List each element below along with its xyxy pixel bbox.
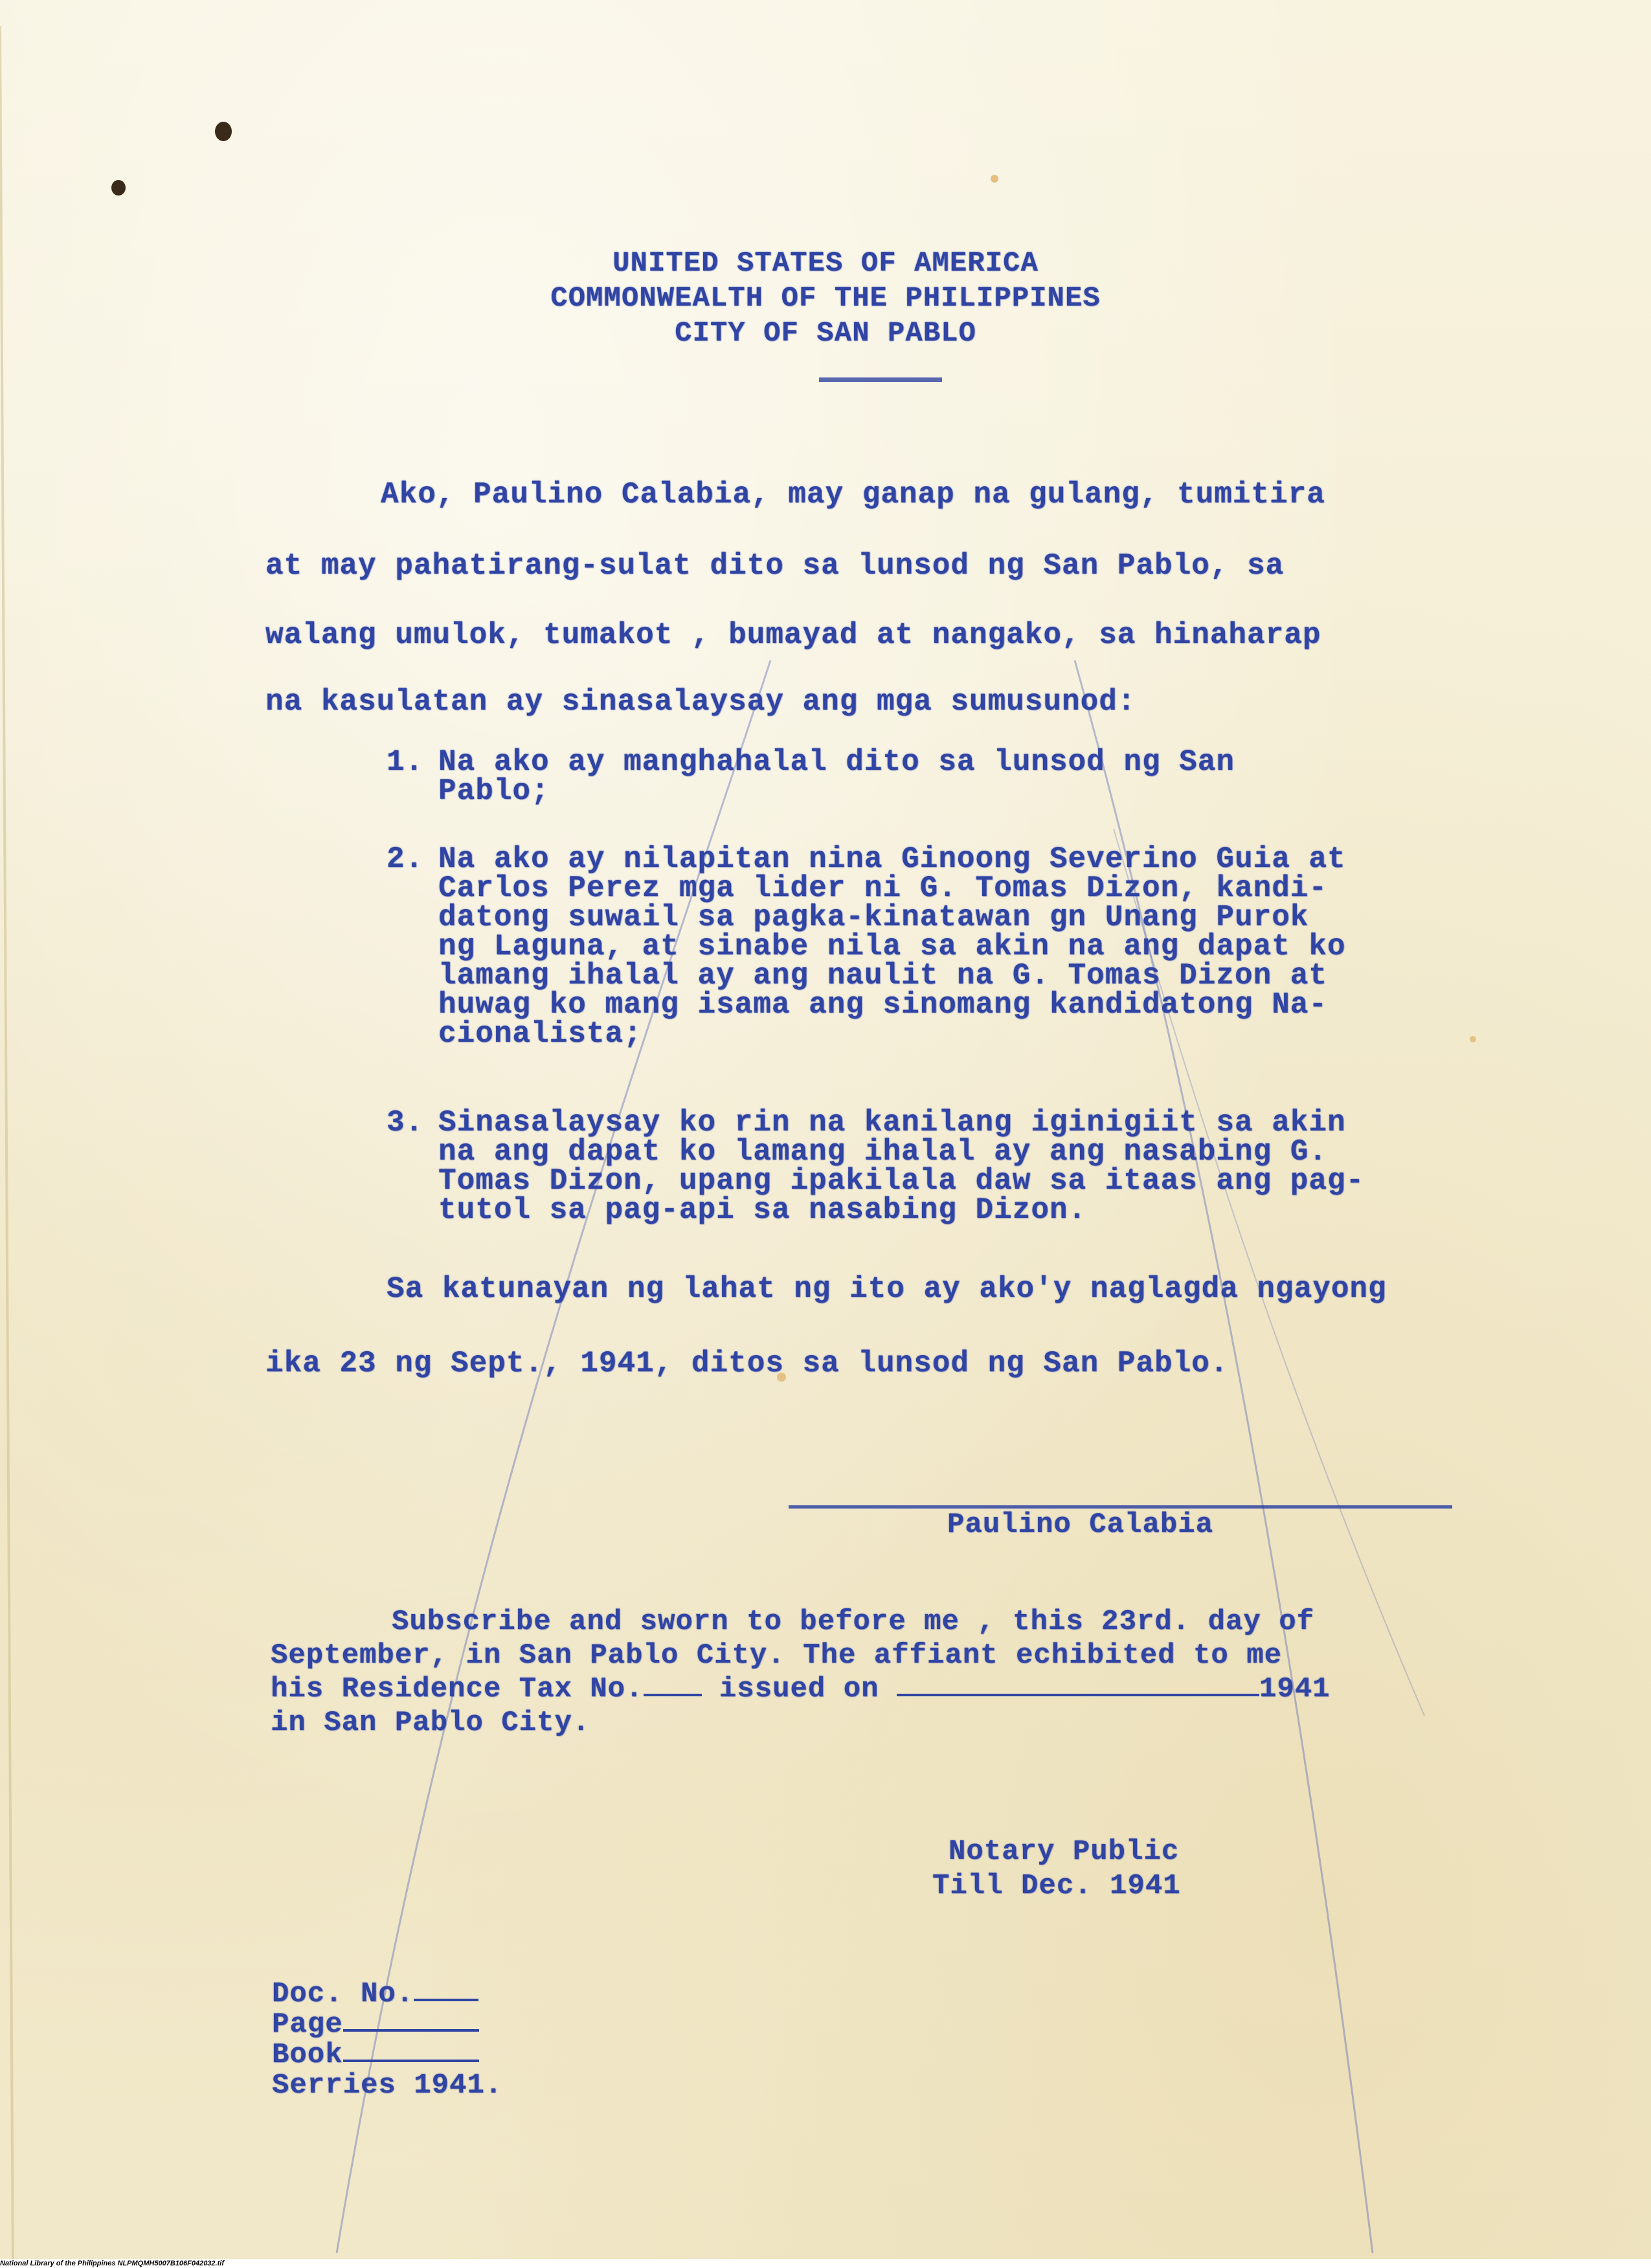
registry-book-label: Book (272, 2039, 343, 2071)
document-header (0, 246, 1651, 351)
book-number-blank (343, 2060, 479, 2062)
header-rule (819, 377, 942, 382)
closing-line-1: Sa katunayan ng lahat ng ito ay ako'y naglagda ngayong (387, 1272, 1387, 1306)
closing-line-2: ika 23 ng Sept., 1941, ditos sa lunsod ng San Pablo. (265, 1347, 1229, 1380)
stain-spot (991, 175, 998, 183)
header-city: CITY OF SAN PABLO (675, 317, 976, 350)
issued-date-blank (897, 1694, 1259, 1696)
list-item-text: Sinasalaysay ko rin na kanilang iginigiit sa akin na ang dapat ko lamang ihalal ay ang nasabing G. Tomas Dizon, upang ipakilala daw sa itaas ang pag- tutol sa pag-api sa nasabing Dizon. (438, 1106, 1365, 1227)
page-number-blank (343, 2029, 479, 2032)
header-country: UNITED STATES OF AMERICA (612, 247, 1039, 280)
list-item-number: 2. (387, 842, 424, 876)
list-item (387, 1108, 1487, 1231)
registry-page-label: Page (272, 2008, 343, 2041)
jurat-line-3 (271, 1673, 1331, 1705)
punch-hole (111, 180, 126, 196)
list-item-number: 3. (387, 1106, 424, 1140)
notary-title: Notary Public (949, 1836, 1180, 1868)
jurat-year: 1941 (1259, 1673, 1331, 1705)
registry-doc-label: Doc. No. (272, 1978, 414, 2010)
jurat-tax-label: his Residence Tax No. (271, 1673, 644, 1705)
punch-hole (215, 122, 232, 141)
doc-number-blank (414, 1999, 478, 2001)
list-item-text: Na ako ay manghahalal dito sa lunsod ng San Pablo; (438, 745, 1235, 808)
archive-caption: National Library of the Philippines NLPMQMH5007B106F042032.tif (0, 2259, 1651, 2268)
intro-line-2: at may pahatirang-sulat dito sa lunsod ng San Pablo, sa (265, 549, 1285, 583)
signature-name: Paulino Calabia (947, 1509, 1214, 1541)
intro-line-3: walang umulok, tumakot , bumayad at nangako, sa hinaharap (265, 618, 1321, 652)
jurat-line-4: in San Pablo City. (271, 1707, 590, 1739)
registry-doc (272, 1978, 478, 2010)
jurat-issued-label: issued on (719, 1673, 879, 1705)
registry-book (272, 2039, 479, 2071)
registry-page (272, 2008, 479, 2041)
tax-number-blank (644, 1694, 702, 1696)
list-item (387, 745, 1487, 813)
registry-series: Serries 1941. (272, 2069, 503, 2102)
intro-line-1: Ako, Paulino Calabia, may ganap na gulang, tumitira (381, 478, 1325, 511)
jurat-line-1: Subscribe and sworn to before me , this 23rd. day of (392, 1606, 1315, 1638)
list-item-number: 1. (387, 745, 424, 779)
header-commonwealth: COMMONWEALTH OF THE PHILIPPINES (550, 282, 1101, 315)
jurat-line-2: September, in San Pablo City. The affiant echibited to me (271, 1639, 1283, 1672)
intro-line-4: na kasulatan ay sinasalaysay ang mga sumusunod: (265, 685, 1136, 719)
list-item (387, 842, 1487, 1059)
notary-term: Till Dec. 1941 (932, 1870, 1181, 1902)
list-item-text: Na ako ay nilapitan nina Ginoong Severino Guia at Carlos Perez mga lider ni G. Tomas Dizon, kandi- datong suwail sa pagka-kinatawan gn Unang Purok ng Laguna, at sinabe nila sa akin na ang dapat ko lamang ihalal ay ang naulit na G. Tomas Dizon at huwag ko mang isama ang sinomang kandidatong Na- cionalista; (438, 842, 1346, 1051)
